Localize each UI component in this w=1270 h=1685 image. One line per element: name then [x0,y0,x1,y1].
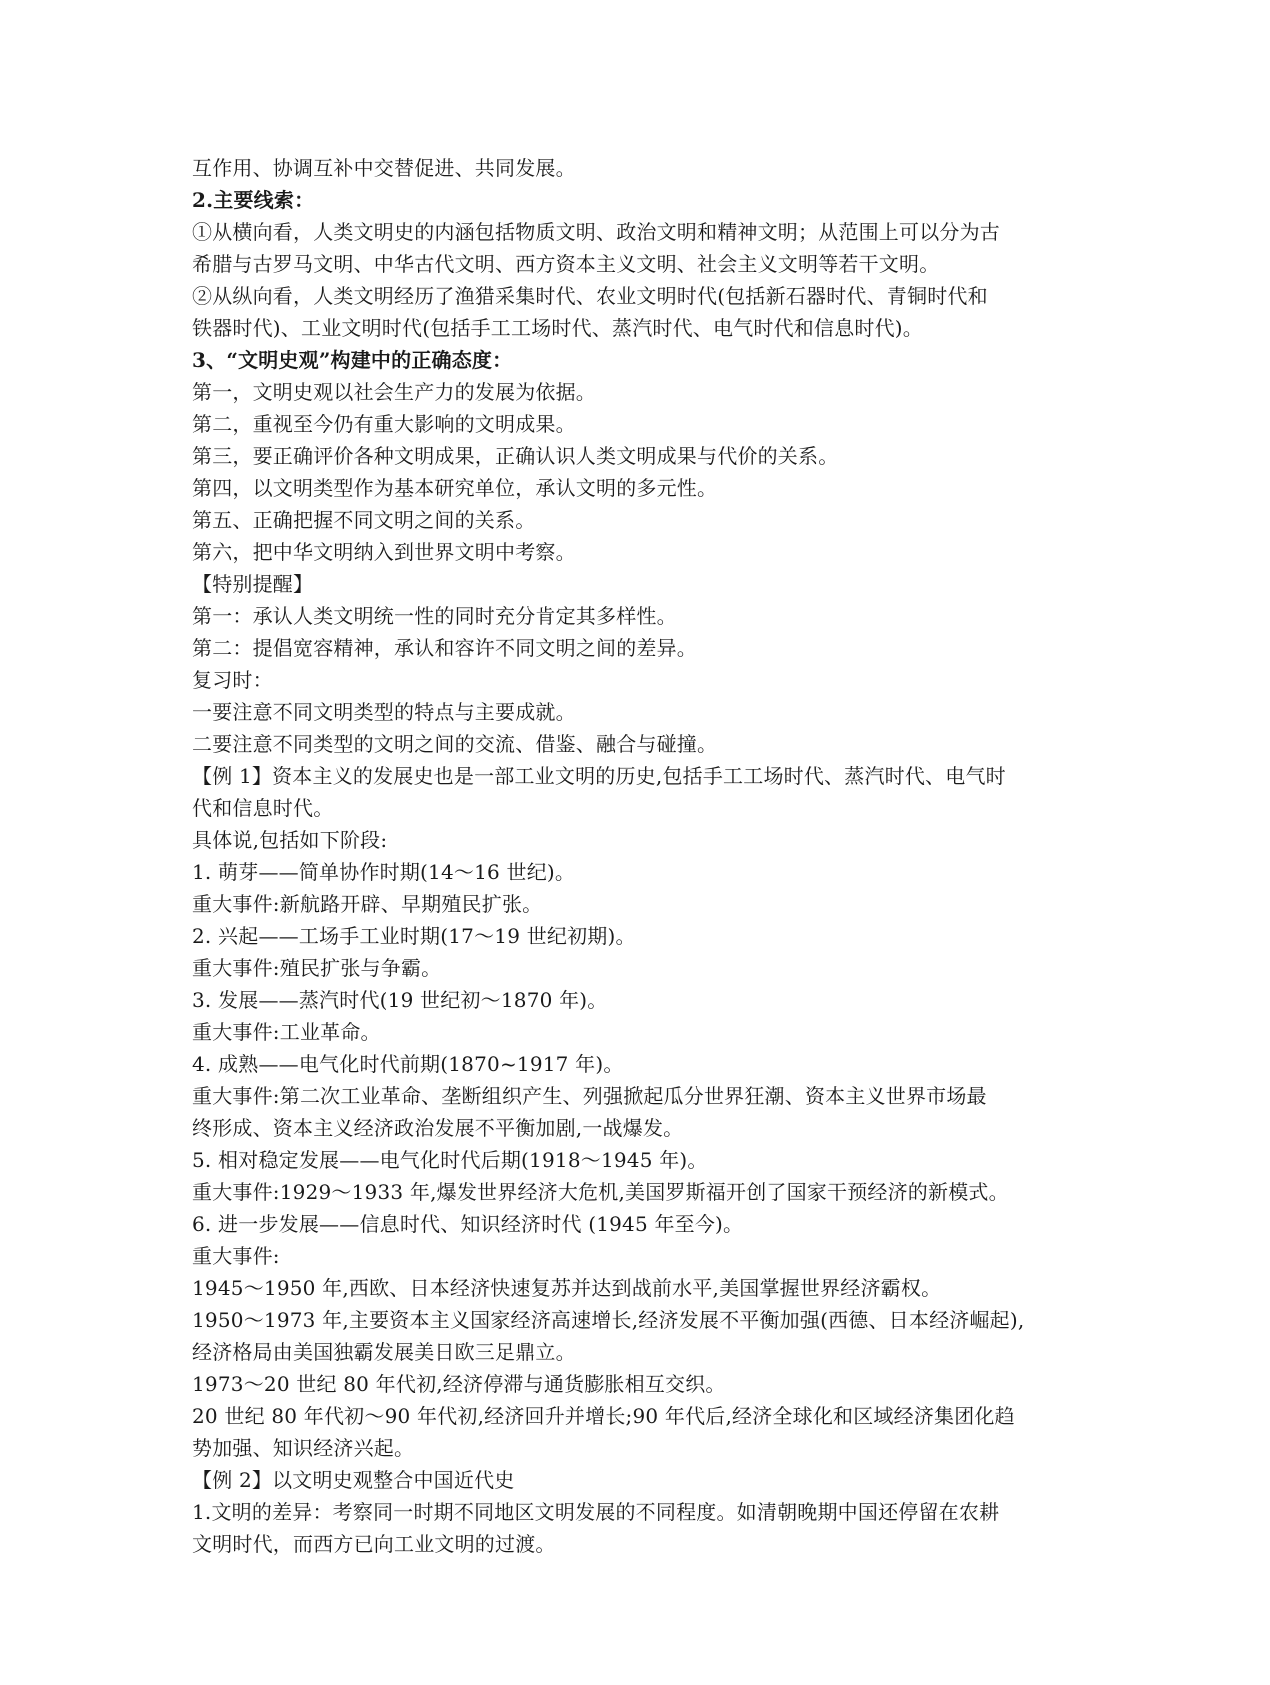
text-line: 重大事件: [192,1244,280,1268]
text-line: 1945～1950 年,西欧、日本经济快速复苏并达到战前水平,美国掌握世界经济霸权。 [192,1276,942,1300]
text-line: 1973～20 世纪 80 年代初,经济停滞与通货膨胀相互交织。 [192,1372,726,1396]
document-body [192,152,1092,1560]
text-line: 第一，文明史观以社会生产力的发展为依据。 [192,380,596,404]
text-line: 经济格局由美国独霸发展美日欧三足鼎立。 [192,1340,576,1364]
text-line: 重大事件:第二次工业革命、垄断组织产生、列强掀起瓜分世界狂潮、资本主义世界市场最 [192,1084,987,1108]
text-line: 第一：承认人类文明统一性的同时充分肯定其多样性。 [192,604,677,628]
text-line: 【特别提醒】 [192,572,314,596]
text-line: 重大事件:新航路开辟、早期殖民扩张。 [192,892,543,916]
text-line: 6. 进一步发展——信息时代、知识经济时代 (1945 年至今)。 [192,1212,744,1236]
text-line: 文明时代，而西方已向工业文明的过渡。 [192,1532,556,1556]
section-heading: 3、“文明史观”构建中的正确态度： [192,348,513,372]
text-line: 第四，以文明类型作为基本研究单位，承认文明的多元性。 [192,476,718,500]
text-line: 第五、正确把握不同文明之间的关系。 [192,508,536,532]
text-line: 具体说,包括如下阶段: [192,828,388,852]
text-line: 第六，把中华文明纳入到世界文明中考察。 [192,540,576,564]
text-line: 1.文明的差异：考察同一时期不同地区文明发展的不同程度。如清朝晚期中国还停留在农耕 [192,1500,1000,1524]
text-line: 【例 2】以文明史观整合中国近代史 [192,1468,515,1492]
text-line: 代和信息时代。 [192,796,334,820]
text-line: 势加强、知识经济兴起。 [192,1436,415,1460]
text-line: 第二：提倡宽容精神，承认和容许不同文明之间的差异。 [192,636,697,660]
text-line: 重大事件:殖民扩张与争霸。 [192,956,442,980]
text-line: 2. 兴起——工场手工业时期(17～19 世纪初期)。 [192,924,636,948]
text-line: 【例 1】资本主义的发展史也是一部工业文明的历史,包括手工工场时代、蒸汽时代、电气时 [192,764,1006,788]
text-line: ①从横向看，人类文明史的内涵包括物质文明、政治文明和精神文明；从范围上可以分为古 [192,220,1000,244]
text-line: 5. 相对稳定发展——电气化时代后期(1918～1945 年)。 [192,1148,708,1172]
text-line: 互作用、协调互补中交替促进、共同发展。 [192,156,576,180]
text-line: 重大事件:1929～1933 年,爆发世界经济大危机,美国罗斯福开创了国家干预经济的新模式。 [192,1180,1009,1204]
text-line: 铁器时代)、工业文明时代(包括手工工场时代、蒸汽时代、电气时代和信息时代)。 [192,316,924,340]
text-line: 二要注意不同类型的文明之间的交流、借鉴、融合与碰撞。 [192,732,718,756]
text-line: 终形成、资本主义经济政治发展不平衡加剧,一战爆发。 [192,1116,684,1140]
text-line: 4. 成熟——电气化时代前期(1870~1917 年)。 [192,1052,624,1076]
section-heading: 2.主要线索： [192,188,315,212]
text-line: 重大事件:工业革命。 [192,1020,381,1044]
text-line: 3. 发展——蒸汽时代(19 世纪初～1870 年)。 [192,988,608,1012]
text-line: 20 世纪 80 年代初～90 年代初,经济回升并增长;90 年代后,经济全球化和区域经济集团化趋 [192,1404,1015,1428]
text-line: 第三，要正确评价各种文明成果，正确认识人类文明成果与代价的关系。 [192,444,839,468]
text-line: 1950～1973 年,主要资本主义国家经济高速增长,经济发展不平衡加强(西德、日本经济崛起), [192,1308,1025,1332]
text-line: ②从纵向看，人类文明经历了渔猎采集时代、农业文明时代(包括新石器时代、青铜时代和 [192,284,988,308]
text-line: 希腊与古罗马文明、中华古代文明、西方资本主义文明、社会主义文明等若干文明。 [192,252,940,276]
text-line: 第二，重视至今仍有重大影响的文明成果。 [192,412,576,436]
text-line: 复习时： [192,668,273,692]
text-line: 1. 萌芽——简单协作时期(14～16 世纪)。 [192,860,576,884]
text-line: 一要注意不同文明类型的特点与主要成就。 [192,700,576,724]
